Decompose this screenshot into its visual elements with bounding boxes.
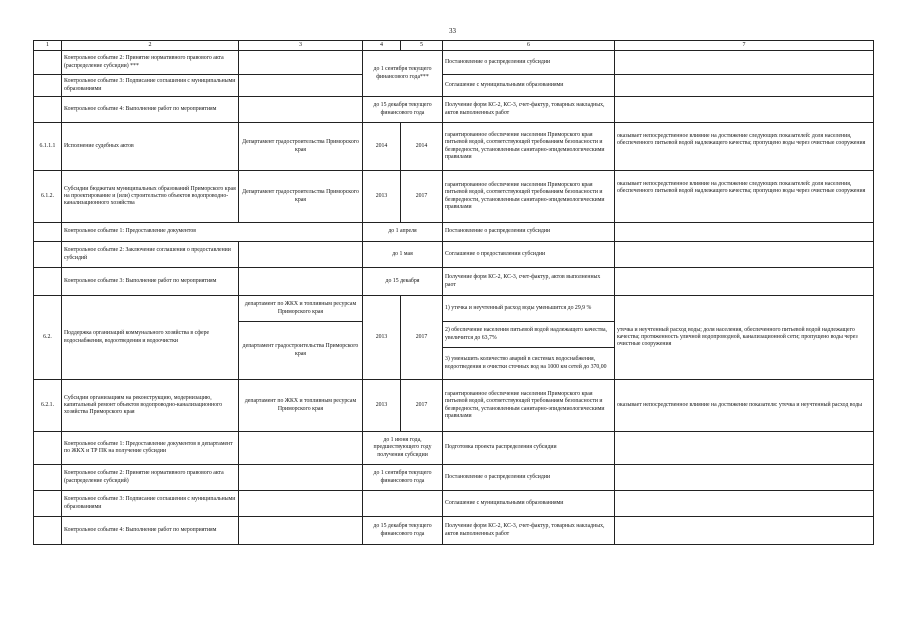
table-row — [34, 380, 874, 432]
table-row — [34, 517, 874, 545]
table-row — [34, 242, 874, 268]
start-year: 2013 — [363, 171, 401, 223]
event-name: Контрольное событие 1: Предоставление документов — [62, 223, 363, 242]
deadline: до 1 сентября текущего финансового года — [363, 465, 443, 491]
result: Получение форм КС-2, КС-3, счет-фактур, товарных накладных, актов выполненных работ — [443, 517, 615, 545]
result: гарантированное обеспечение населения Приморского края питьевой водой, соответствующей требованиям безопасности и безвредности, установленным санитарно-эпидемиологическими правилами — [443, 380, 615, 432]
result: Постановление о распределении субсидии — [443, 223, 615, 242]
header-row — [34, 41, 874, 51]
executor: Департамент градостроительства Приморского края — [239, 123, 363, 171]
end-year: 2017 — [401, 380, 443, 432]
row-number: 6.2. — [34, 296, 62, 380]
activity-name: Субсидии бюджетам муниципальных образований Приморского края на проектирование и (или) строительство объектов водопроводно-канализационного хозяйства — [62, 171, 239, 223]
activity-name: Субсидии организациям на реконструкцию, модернизацию, капитальный ремонт объектов водопроводно-канализационного хозяйства Приморского края — [62, 380, 239, 432]
row-number: 6.1.2. — [34, 171, 62, 223]
header-cell: 5 — [401, 41, 443, 51]
table-row — [34, 491, 874, 517]
start-year: 2013 — [363, 296, 401, 380]
event-name: Контрольное событие 2: Принятие нормативного правового акта (распределение субсидии) *** — [62, 51, 239, 75]
deadline: до 1 июня года, предшествующего году получения субсидии — [363, 432, 443, 465]
table-row — [34, 123, 874, 171]
impact: оказывает непосредственное влияние на достижение показателя: утечка и неучтенный расход воды — [615, 380, 874, 432]
header-cell: 2 — [62, 41, 239, 51]
header-cell: 3 — [239, 41, 363, 51]
row-number: 6.2.1. — [34, 380, 62, 432]
plan-table — [33, 40, 874, 545]
table-row — [34, 171, 874, 223]
result: гарантированное обеспечение населения Приморского края питьевой водой, соответствующей требованиям безопасности и безвредности, установленным санитарно-эпидемиологическими правилами — [443, 123, 615, 171]
result: Постановление о распределении субсидии — [443, 465, 615, 491]
event-name: Контрольное событие 2: Заключение соглашения о предоставлении субсидий — [62, 242, 239, 268]
deadline: до 1 мая — [363, 242, 443, 268]
table-row — [34, 51, 874, 75]
result: Подготовка проекта распределения субсидии — [443, 432, 615, 465]
deadline: до 15 декабря текущего финансового года — [363, 517, 443, 545]
result: Соглашение о предоставлении субсидии — [443, 242, 615, 268]
impact: оказывает непосредственное влияние на достижение следующих показателей: доля населения, обеспеченного питьевой водой надлежащего качества; пропущено воды через очистные сооружения — [615, 171, 874, 223]
header-cell: 4 — [363, 41, 401, 51]
result: Соглашение с муниципальными образованиями — [443, 491, 615, 517]
deadline: до 15 декабря текущего финансового года — [363, 97, 443, 123]
executor: департамент градостроительства Приморского края — [239, 322, 363, 380]
impact: утечка и неучтенный расход воды; доля населения, обеспеченного питьевой водой надлежащего качества; протяженность уличной водопроводной, канализационной сети; пропущено воды через очистные сооружения — [615, 296, 874, 380]
result: 1) утечка и неучтенный расход воды уменьшится до 29,9 % — [443, 296, 615, 322]
result: гарантированное обеспечение населения Приморского края питьевой водой, соответствующей требованиям безопасности и безвредности, установленным санитарно-эпидемиологическими правилами — [443, 171, 615, 223]
page-number: 33 — [449, 27, 456, 35]
result: Получение форм КС-2, КС-3, счет-фактур, актов выполненных раот — [443, 268, 615, 296]
event-name: Контрольное событие 3: Подписание соглашения с муниципальными образованиями — [62, 491, 239, 517]
end-year: 2014 — [401, 123, 443, 171]
result: 2) обеспечение населения питьевой водой надлежащего качества, увеличится до 63,7% — [443, 322, 615, 348]
result: Получение форм КС-2, КС-3, счет-фактур, товарных накладных, актов выполненных работ — [443, 97, 615, 123]
executor: департамент по ЖКХ и топливным ресурсам Приморского края — [239, 380, 363, 432]
end-year: 2017 — [401, 171, 443, 223]
result: Постановление о распределении субсидии — [443, 51, 615, 75]
activity-name: Исполнение судебных актов — [62, 123, 239, 171]
table-row — [34, 432, 874, 465]
event-name: Контрольное событие 3: Подписание соглашения с муниципальными образованиями — [62, 75, 239, 97]
header-cell: 1 — [34, 41, 62, 51]
deadline: до 15 декабря — [363, 268, 443, 296]
row-number: 6.1.1.1 — [34, 123, 62, 171]
result: Соглашение с муниципальными образованиями — [443, 75, 615, 97]
table-row — [34, 223, 874, 242]
start-year: 2013 — [363, 380, 401, 432]
end-year: 2017 — [401, 296, 443, 380]
start-year: 2014 — [363, 123, 401, 171]
table-row — [34, 465, 874, 491]
deadline: до 1 апреля — [363, 223, 443, 242]
table-row — [34, 296, 874, 322]
event-name: Контрольное событие 4: Выполнение работ по мероприятиям — [62, 97, 239, 123]
event-name: Контрольное событие 4: Выполнение работ по мероприятиям — [62, 517, 239, 545]
executor: Департамент градостроительства Приморского края — [239, 171, 363, 223]
table-row — [34, 268, 874, 296]
table-row — [34, 75, 874, 97]
event-name: Контрольное событие 1: Предоставление документов в департамент по ЖКХ и ТР ПК на получение субсидии — [62, 432, 239, 465]
activity-name: Поддержка организаций коммунального хозяйства в сфере водоснабжения, водоотведения и водоочистки — [62, 296, 239, 380]
result: 3) уменьшить количество аварий в системах водоснабжения, водоотведения и очистки сточных вод на 1000 км сетей до 370,00 — [443, 348, 615, 380]
header-cell: 7 — [615, 41, 874, 51]
executor: департамент по ЖКХ и топливным ресурсам Приморского края — [239, 296, 363, 322]
event-name: Контрольное событие 2: Принятие нормативного правового акта (распределение субсидий) — [62, 465, 239, 491]
table-row — [34, 97, 874, 123]
impact: оказывает непосредственное влияние на достижение следующих показателей: доля населения, обеспеченного питьевой водой надлежащего качества; пропущено воды через очистные сооружения — [615, 123, 874, 171]
event-name: Контрольное событие 3: Выполнение работ по мероприятиям — [62, 268, 239, 296]
deadline: до 1 сентября текущего финансового года*** — [363, 51, 443, 97]
header-cell: 6 — [443, 41, 615, 51]
